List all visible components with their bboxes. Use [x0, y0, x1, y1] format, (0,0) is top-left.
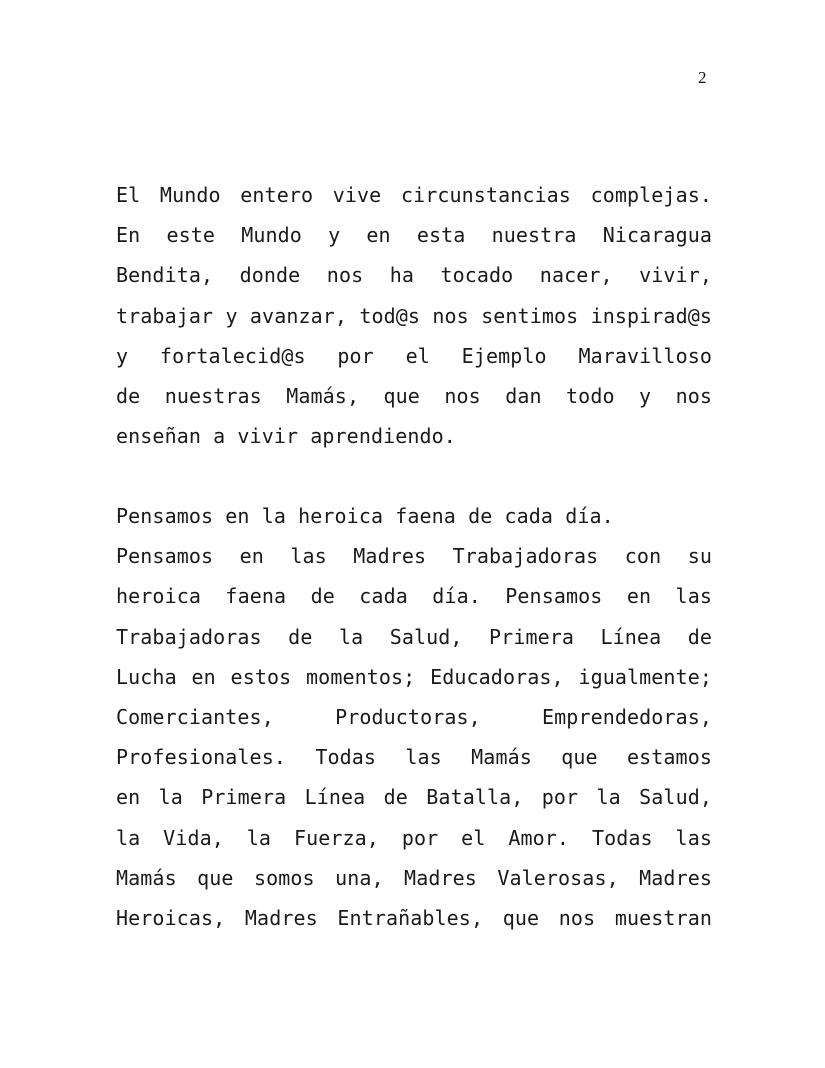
- text-line: Bendita, donde nos ha tocado nacer, vivir,: [116, 263, 712, 288]
- text-line: Heroicas, Madres Entrañables, que nos muestran: [116, 905, 712, 930]
- page-number: 2: [698, 68, 707, 87]
- text-line: El Mundo entero vive circunstancias complejas.: [116, 183, 712, 207]
- text-line: Comerciantes, Productoras, Emprendedoras,: [116, 704, 712, 729]
- text-line: y fortalecid@s por el Ejemplo Maravilloso: [116, 343, 712, 368]
- text-line: En este Mundo y en esta nuestra Nicaragua: [116, 223, 712, 248]
- text-line: en la Primera Línea de Batalla, por la Salud,: [116, 785, 712, 810]
- text-line: Pensamos en las Madres Trabajadoras con su: [116, 544, 712, 569]
- paragraph-2: [116, 496, 712, 938]
- text-line: la Vida, la Fuerza, por el Amor. Todas las: [116, 825, 712, 850]
- text-line: enseñan a vivir aprendiendo.: [116, 424, 456, 449]
- text-line: Mamás que somos una, Madres Valerosas, Madres: [116, 865, 712, 890]
- text-line: Profesionales. Todas las Mamás que estamos: [116, 745, 712, 770]
- paragraph-text: [116, 175, 712, 456]
- text-line: Trabajadoras de la Salud, Primera Línea de: [116, 624, 712, 649]
- text-line: Lucha en estos momentos; Educadoras, igualmente;: [116, 664, 712, 689]
- text-line: Pensamos en la heroica faena de cada día.: [116, 504, 614, 528]
- text-line: trabajar y avanzar, tod@s nos sentimos inspirad@s: [116, 303, 712, 328]
- paragraph-text: [116, 496, 712, 938]
- text-line: de nuestras Mamás, que nos dan todo y nos: [116, 383, 712, 408]
- text-line: heroica faena de cada día. Pensamos en las: [116, 584, 712, 609]
- paragraph-1: [116, 175, 712, 456]
